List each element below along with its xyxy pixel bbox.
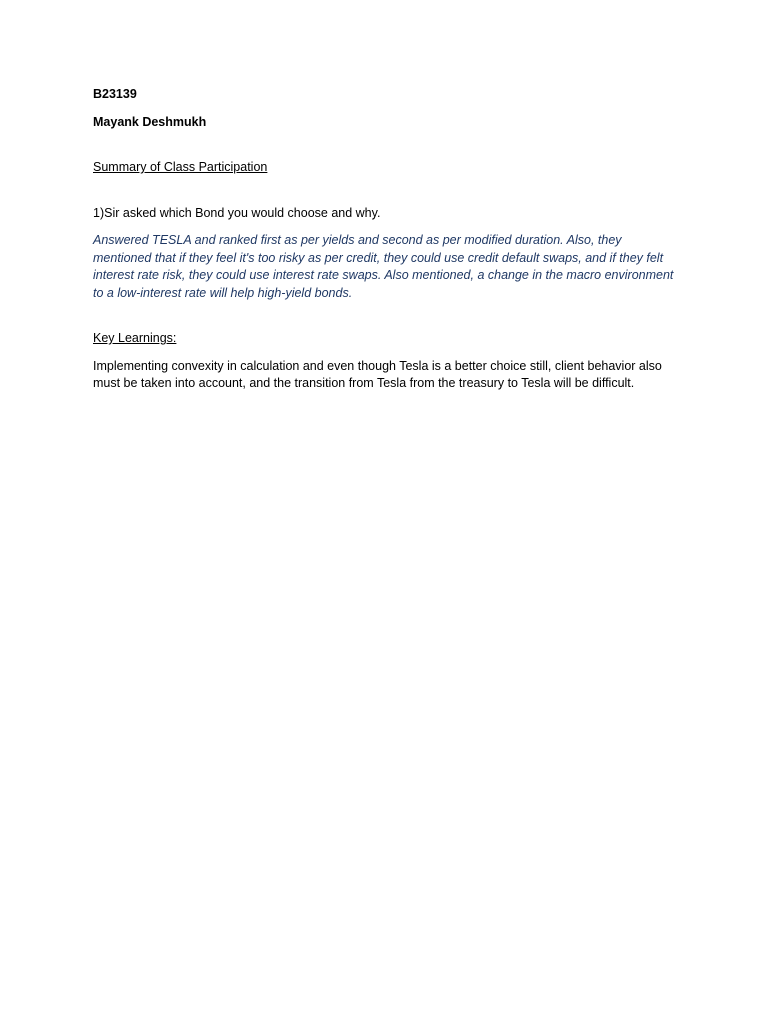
spacer <box>93 177 677 205</box>
section-title: Summary of Class Participation <box>93 160 268 174</box>
spacer <box>93 131 677 159</box>
learnings-title: Key Learnings: <box>93 331 177 345</box>
question-text: 1)Sir asked which Bond you would choose and why. <box>93 205 381 220</box>
answer-text: Answered TESLA and ranked first as per yields and second as per modified duration. Also, they mentioned that if they feel it's too risky as per credit, they could use credit default swaps, and if they felt interest rate risk, they could use interest rate swaps. Also mentioned, a change in the macro environment to a low-interest rate will help high-yield bonds. <box>93 233 674 300</box>
spacer <box>93 222 677 232</box>
learnings-text: Implementing convexity in calculation and even though Tesla is a better choice still, client behavior also must be taken into account, and the transition from Tesla from the treasury to Tesla will be difficult. <box>93 358 662 390</box>
spacer <box>93 302 677 330</box>
document-body <box>93 86 677 393</box>
spacer <box>93 348 677 358</box>
student-name: Mayank Deshmukh <box>93 114 207 129</box>
spacer <box>93 104 677 114</box>
student-id: B23139 <box>93 87 137 101</box>
